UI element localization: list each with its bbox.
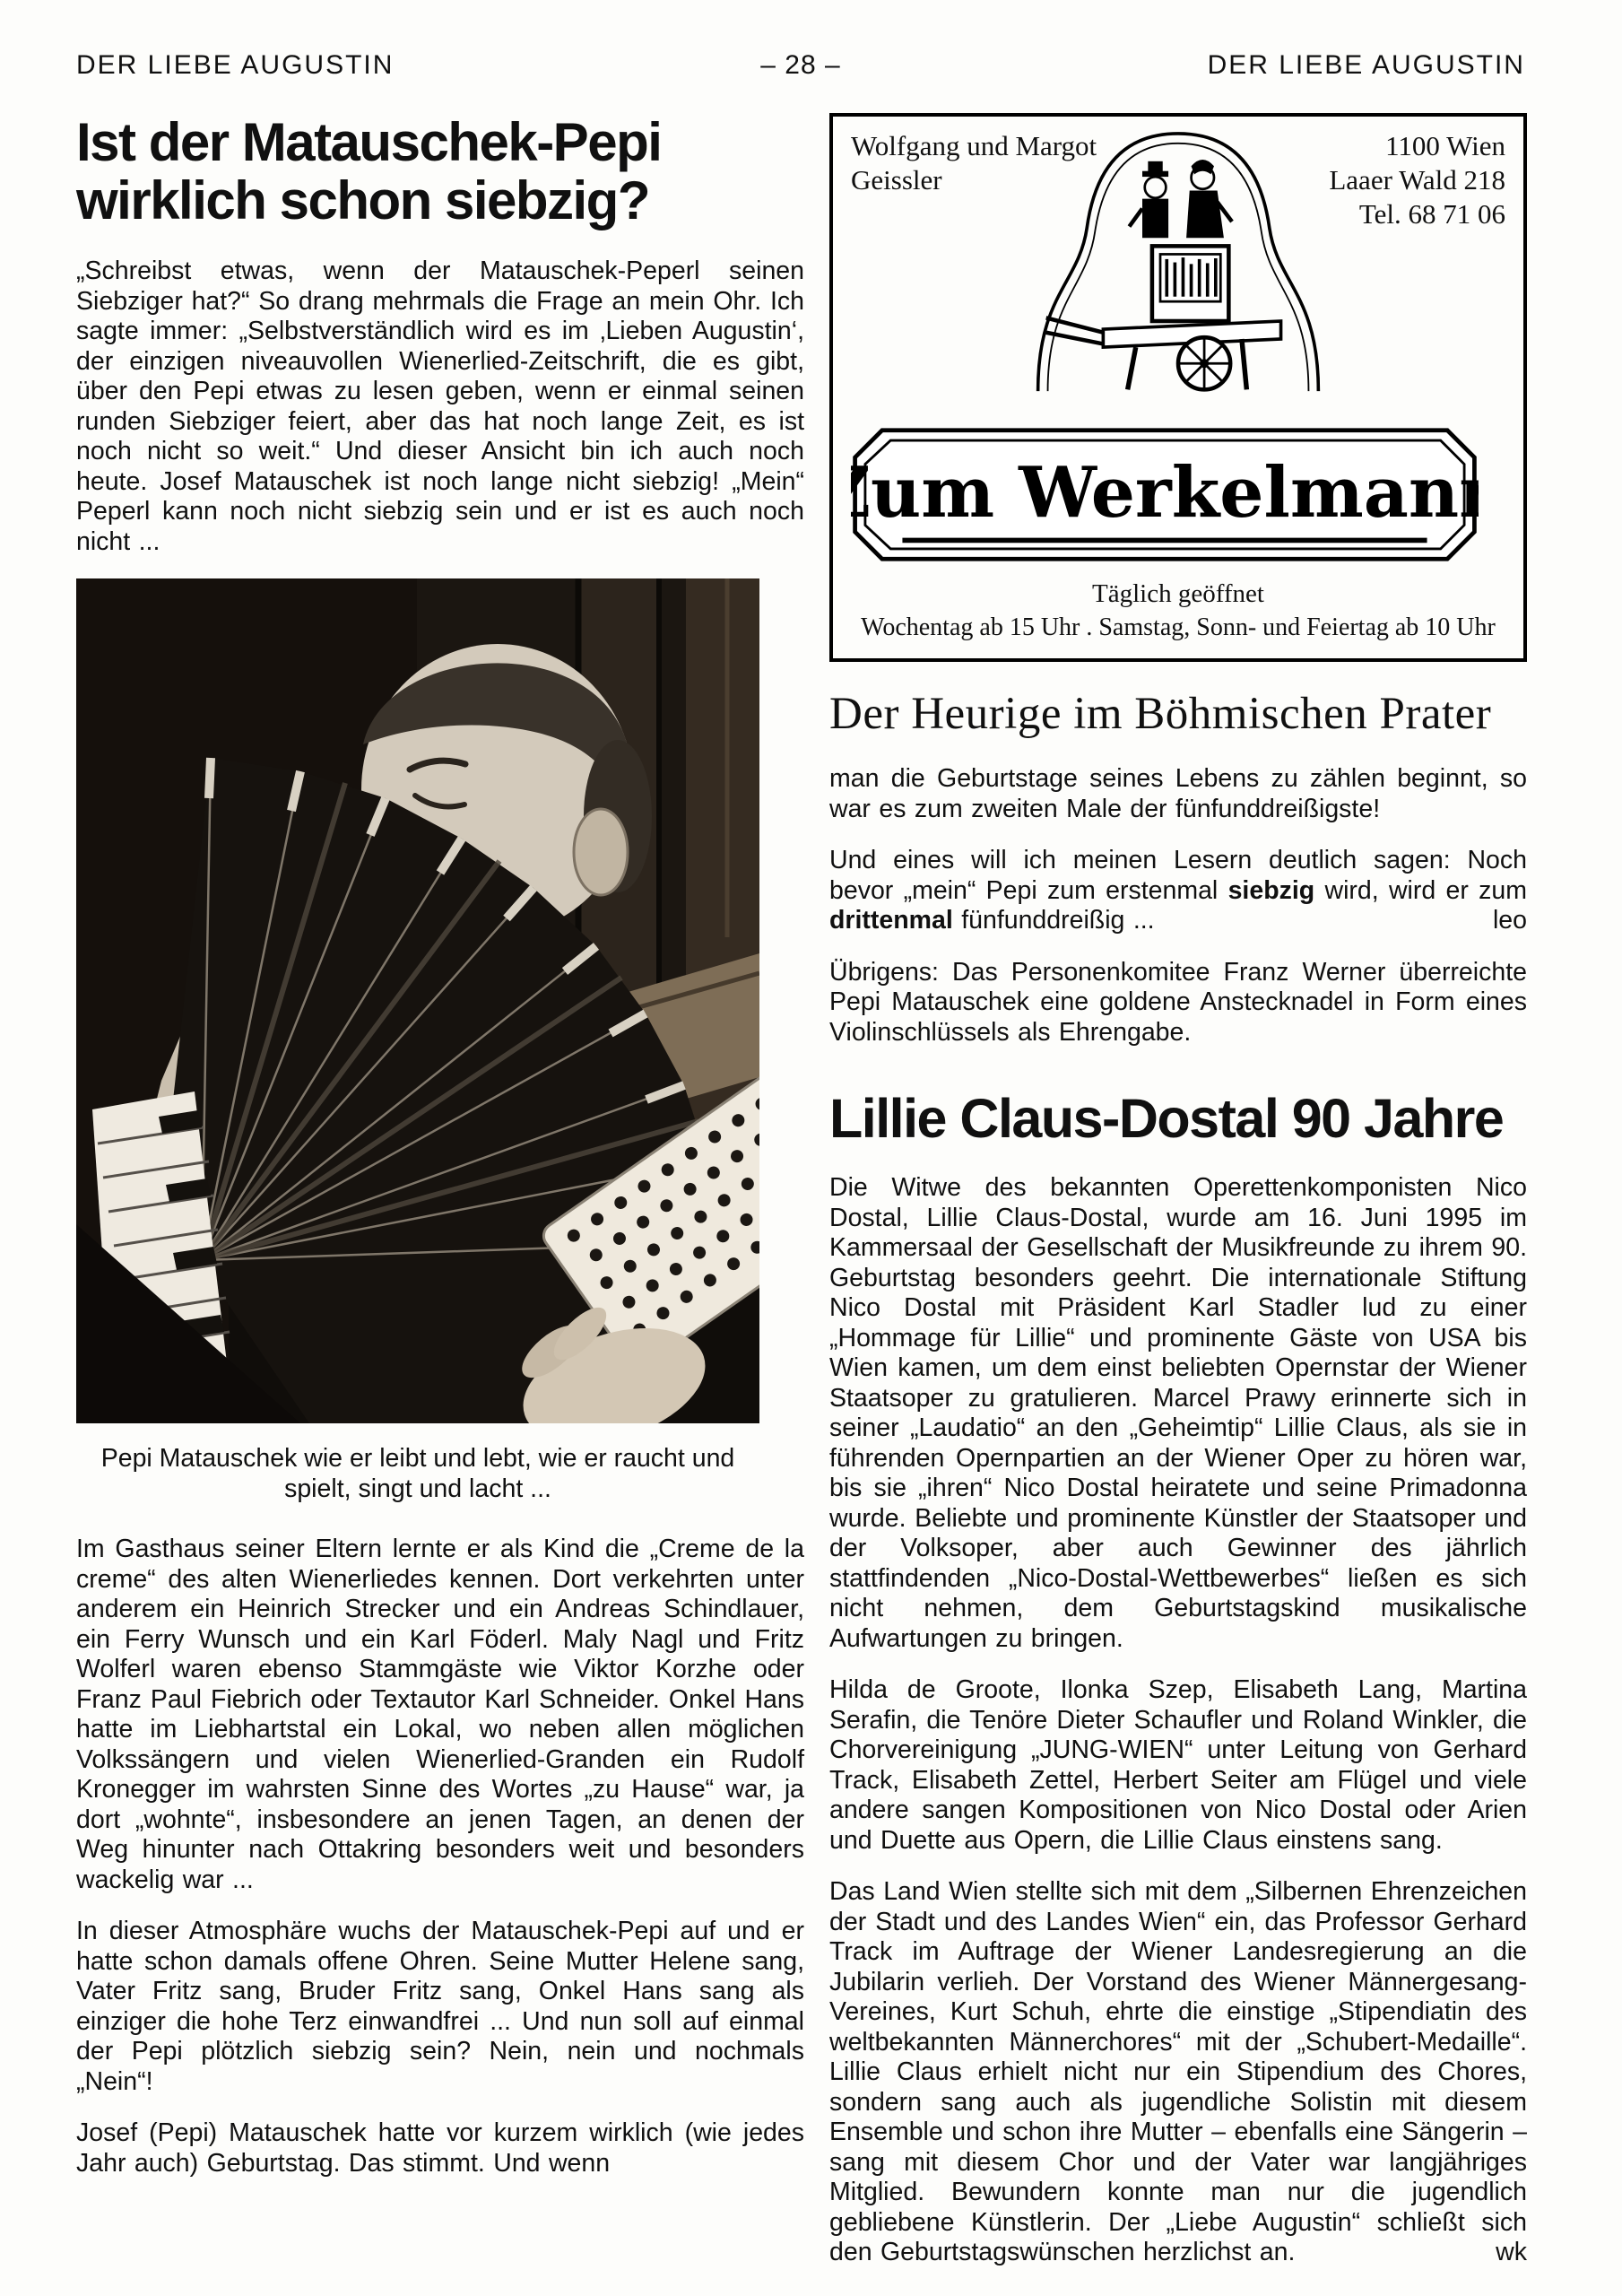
right-column [829, 113, 1527, 2290]
ad-opening-hours-2: Wochentag ab 15 Uhr . Samstag, Sonn- und Feiertag ab 10 Uhr [861, 613, 1496, 641]
accordion-player-photo [76, 578, 759, 1423]
article-title-lillie: Lillie Claus-Dostal 90 Jahre [829, 1088, 1504, 1149]
article-title-line2: wirklich schon siebzig? [76, 170, 649, 230]
matauschek-paragraph-3: In dieser Atmosphäre wuchs der Matauschek-Pepi auf und er hatte schon damals offene Ohren. Seine Mutter Helene sang, Vater Fritz sang, Bruder Fritz sang, Onkel Hans sang als einziger die hohe Terz einwandfrei ... Und nun soll auf einmal der Pepi plötzlich siebzig sein? Nein, nein und nochmals „Nein“! [76, 1917, 804, 2096]
ad-owner-line2: Geissler [851, 164, 942, 196]
cont-p2-bold-siebzig: siebzig [1227, 875, 1315, 905]
lillie-paragraph-1: Die Witwe des bekannten Operettenkomponisten Nico Dostal, Lillie Claus-Dostal, wurde am 16. Juni 1995 im Kammersaal der Gesellschaft der Musikfreunde zu ihrem 90. Geburtstag besonders geehrt. Die internationale Stiftung Nico Dostal mit Präsident Karl Stadler lud zu einer „Hommage für Lillie“ und prominente Gäste von USA bis Wien kamen, um dem einst beliebten Opernstar der Wiener Staatsoper zu gratulieren. Marcel Prawy erinnerte sich in seiner „Laudatio“ an den „Geheimtip“ Lillie Claus, als sie in führenden Opernpartien an der Wiener Oper zu hören war, bis sie „ihren“ Nico Dostal heiratete und seine Primadonna wurde. Beliebte und prominente Künstler der Staatsoper und der Volksoper, aber auch Gewinner des jährlich stattfindenden „Nico-Dostal-Wettbewerbes“ ließen es sich nicht nehmen, dem Geburtstagskind musikalische Aufwartungen zu bringen. [829, 1173, 1527, 1653]
cont-p2-bold-drittenmal: drittenmal [829, 906, 953, 935]
article-title-line1: Ist der Matauschek-Pepi [76, 112, 662, 172]
photo-pepi-matauschek [76, 578, 759, 1504]
matauschek-paragraph-2: Im Gasthaus seiner Eltern lernte er als Kind die „Creme de la creme“ des alten Wienerliedes kennen. Dort verkehrten unter anderem ein Heinrich Strecker und ein Andreas Schindlauer, ein Ferry Wunsch und ein Karl Föderl. Maly Nagl und Fritz Wolferl waren ebenso Stammgäste wie Viktor Korzhe oder Franz Paul Fiebrich oder Textautor Karl Schneider. Onkel Hans hatte im Liebhartstal ein Lokal, wo neben allen möglichen Volkssängern und vielen Wienerlied-Granden ein Rudolf Kronegger im wahrsten Sinne des Wortes „zu Hause“ war, ja dort „wohnte“, insbesondere an jenen Tagen, an denen der Weg hinunter nach Ottakring besonders weit und besonders wackelig war ... [76, 1535, 804, 1894]
heurige-heading: Der Heurige im Böhmischen Prater [829, 689, 1492, 739]
matauschek-paragraph-1: „Schreibst etwas, wenn der Matauschek-Peperl seinen Siebziger hat?“ So drang mehrmals die Frage an mein Ohr. Ich sagte immer: „Selbstverständlich wird es im ‚Lieben Augustin‘, der einzigen niveauvollen Wienerlied-Zeitschrift, die es gibt, über den Pepi etwas zu lesen geben, wenn er einmal seinen runden Siebziger feiert, aber das hat noch lange Zeit, es ist noch nicht so weit.“ Und dieser Ansicht bin ich auch noch heute. Josef Matauschek ist noch lange nicht siebzig! „Mein“ Peperl kann noch nicht siebzig sein und er ist es auch noch nicht ... [76, 257, 804, 556]
author-initials-wk: wk [1496, 2238, 1527, 2266]
werkelmann-advertisement [829, 113, 1527, 662]
author-initials-leo: leo [1492, 906, 1527, 935]
plate-text: Zum Werkelmann [851, 452, 1479, 535]
running-head-right: DER LIEBE AUGUSTIN [1207, 50, 1525, 80]
ad-phone: Tel. 68 71 06 [1358, 198, 1505, 230]
running-head [76, 50, 1525, 81]
photo-caption-line2: spielt, singt und lacht ... [284, 1474, 551, 1503]
article-title-matauschek [76, 113, 804, 230]
lillie-p3-text: Das Land Wien stellte sich mit dem „Silbernen Ehrenzeichen der Stadt und des Landes Wien“ ein, das Professor Gerhard Track im Auftrage der Wiener Landesregierung an die Jubilarin verlieh. Der Vorstand des Wiener Männergesang-Vereines, Kurt Schuh, ehrte die einstige „Stipendiatin des weltbekannten Männerchores“ mit der „Schubert-Medaille“. Lillie Claus erhielt nicht nur ein Stipendium des Chores, sondern sang auch als jugendliche Solistin mit diesem Ensemble und schon ihre Mutter – ebenfalls eine Sängerin – sang mit diesem Chor und der Vater war langjähriges Mitglied. Bewundern konnte man nur die jugendlich gebliebene Künstlerin. Der „Liebe Augustin“ schließt sich den Geburtstagswünschen herzlichst an. [829, 1877, 1527, 2266]
photo-caption [76, 1443, 759, 1504]
continuation-paragraph-3: Übrigens: Das Personenkomitee Franz Werner überreichte Pepi Matauschek eine goldene Anstecknadel in Form eines Violinschlüssels als Ehrengabe. [829, 957, 1527, 1047]
werkelmann-figures [1129, 160, 1232, 238]
cont-p2-run3: fünfunddreißig ... [952, 906, 1155, 935]
cont-p2-run2: wird, wird er zum [1314, 875, 1527, 905]
page-number: – 28 – [760, 50, 841, 80]
photo-caption-line1: Pepi Matauschek wie er leibt und lebt, wie er raucht und [100, 1444, 735, 1473]
ad-address-line2: Laaer Wald 218 [1329, 164, 1505, 196]
left-column [76, 113, 804, 2200]
ad-opening-hours-1: Täglich geöffnet [1092, 579, 1264, 608]
continuation-paragraph-2 [829, 846, 1527, 936]
ad-address-line1: 1100 Wien [1385, 130, 1505, 161]
running-head-left: DER LIEBE AUGUSTIN [76, 50, 395, 80]
ad-address [1329, 129, 1505, 231]
cont-p2-run1: Und eines will ich meinen Lesern deutlich sagen: Noch bevor „mein“ Pepi zum erstenmal [829, 846, 1527, 905]
matauschek-paragraph-4: Josef (Pepi) Matauschek hatte vor kurzem wirklich (wie jedes Jahr auch) Geburtstag. Das stimmt. Und wenn [76, 2118, 804, 2178]
werkelmann-name-plate [851, 427, 1479, 562]
lillie-paragraph-3 [829, 1877, 1527, 2268]
ad-owner-line1: Wolfgang und Margot [851, 130, 1097, 161]
lillie-paragraph-2: Hilda de Groote, Ilonka Szep, Elisabeth Lang, Martina Serafin, die Tenöre Dieter Schaufler und Roland Winkler, die Chorvereinigung „JUNG-WIEN“ unter Leitung von Gerhard Track, Elisabeth Zettel, Herbert Seiter am Flügel und viele andere sangen Kompositionen von Nico Dostal oder Arien und Duette aus Opern, die Lillie Claus einstens sang. [829, 1675, 1527, 1855]
continuation-paragraph-1: man die Geburtstage seines Lebens zu zählen beginnt, so war es zum zweiten Male der fünfunddreißigste! [829, 764, 1527, 823]
organ-grinder-illustration [1021, 124, 1335, 393]
